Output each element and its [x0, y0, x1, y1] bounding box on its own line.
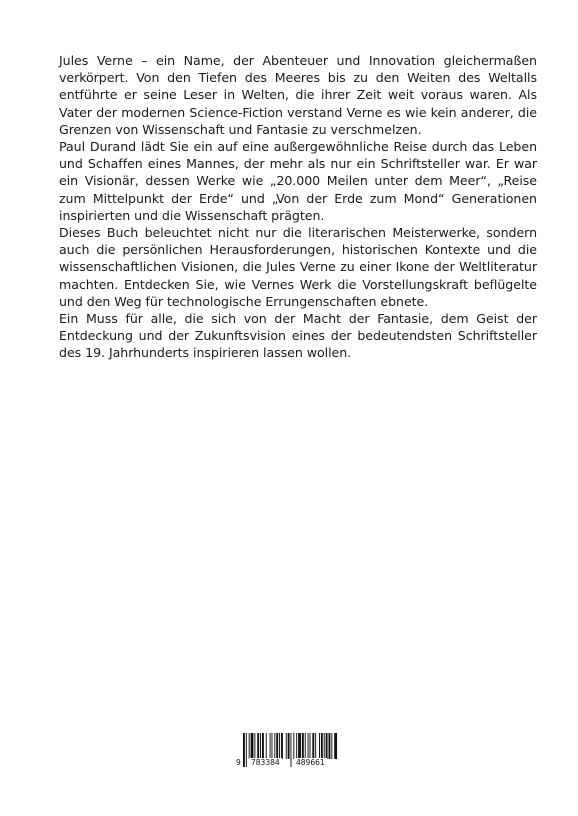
blurb-paragraph-3: Dieses Buch beleuchtet nicht nur die literarischen Meisterwerke, sondern auch die persönlichen Herausforderungen, historischen Kontexte und die wissenschaftlichen Visionen, die Jules Verne zu einer Ikone der Weltliteratur machten. Entdecken Sie, wie Vernes Werk die Vorstellungskraft beflügelte und den Weg für technologische Errungenschaften ebnete. [59, 225, 537, 309]
barcode-right-group: 489661 [296, 758, 325, 767]
barcode-left-group: 783384 [251, 758, 280, 767]
barcode-digits [234, 758, 344, 770]
blurb-text [59, 52, 537, 362]
barcode-lead-digit: 9 [236, 758, 241, 767]
isbn-barcode [234, 733, 344, 773]
blurb-paragraph-2: Paul Durand lädt Sie ein auf eine außergewöhnliche Reise durch das Leben und Schaffen eines Mannes, der mehr als nur ein Schriftsteller war. Er war ein Visionär, dessen Werke wie „20.000 Meilen unter dem Meer“, „Reise zum Mittelpunkt der Erde“ und „Von der Erde zum Mond“ Generationen inspirierten und die Wissenschaft prägten. [59, 139, 537, 223]
blurb-paragraph-1: Jules Verne – ein Name, der Abenteuer und Innovation gleichermaßen verkörpert. Von den Tiefen des Meeres bis zu den Weiten des Weltalls entführte er seine Leser in Welten, die ihrer Zeit weit voraus waren. Als Vater der modernen Science-Fiction verstand Verne es wie kein anderer, die Grenzen von Wissenschaft und Fantasie zu verschmelzen. [59, 53, 537, 137]
blurb-paragraph-4: Ein Muss für alle, die sich von der Macht der Fantasie, dem Geist der Entdeckung und der Zukunftsvision eines der bedeutendsten Schriftsteller des 19. Jahrhunderts inspirieren lassen wollen. [59, 311, 537, 361]
